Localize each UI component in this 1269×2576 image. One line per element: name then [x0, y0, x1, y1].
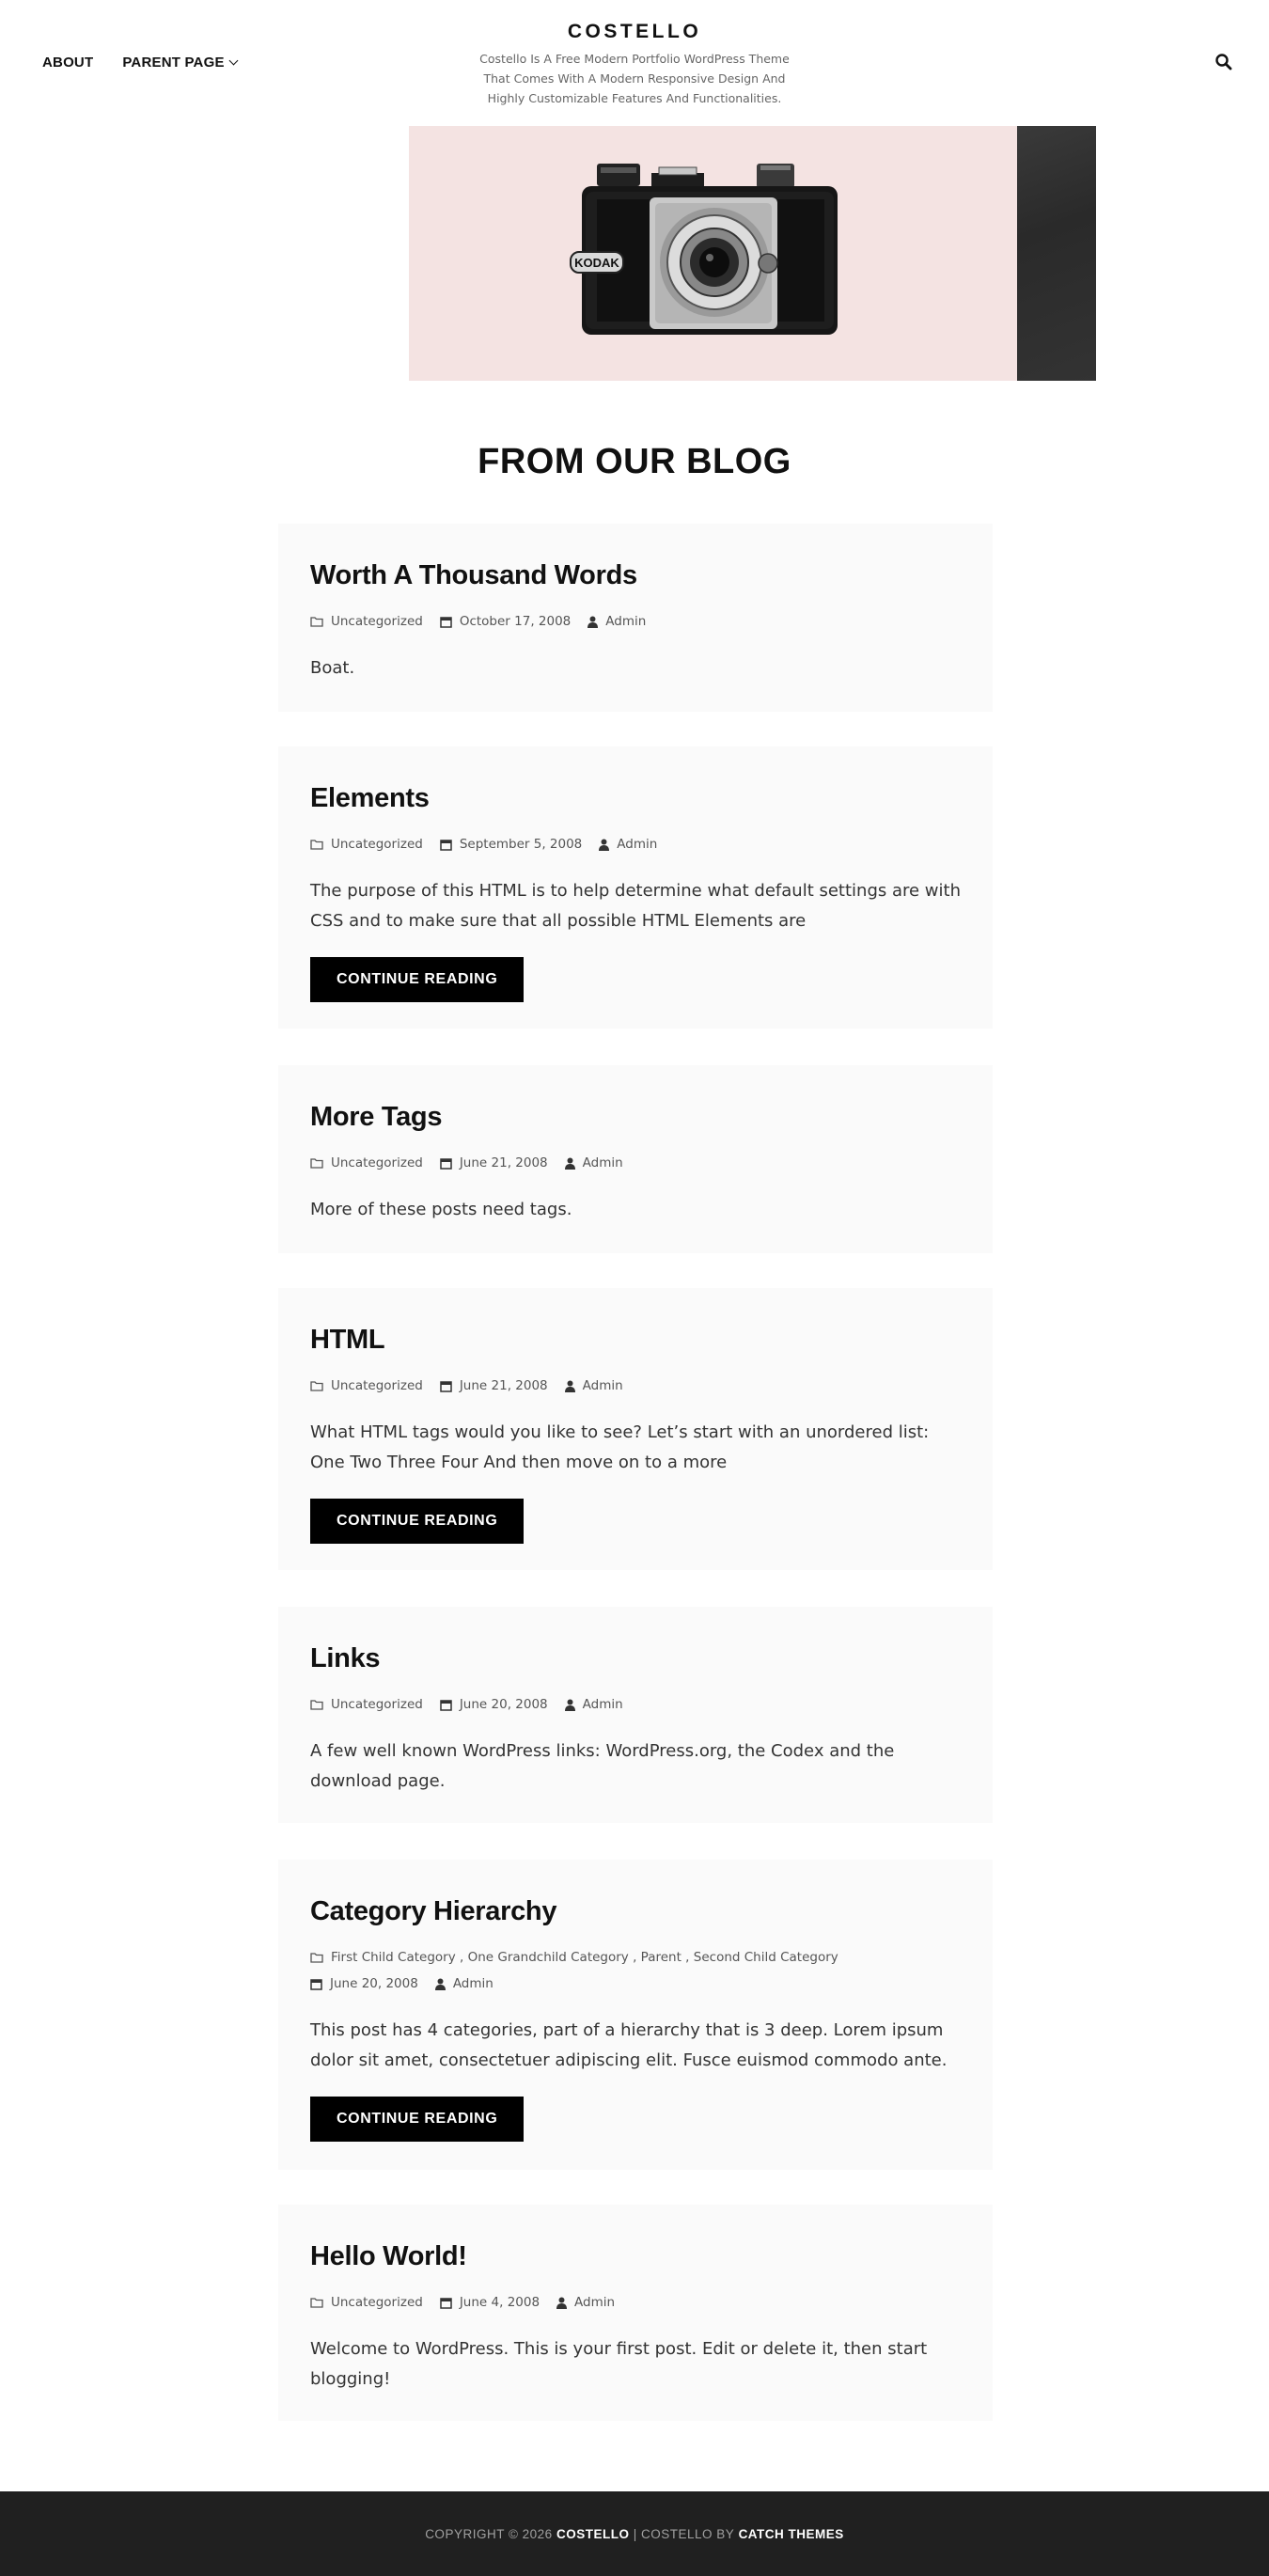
- category-link[interactable]: Uncategorized: [331, 614, 423, 629]
- hero-dark-panel: [1017, 126, 1096, 381]
- site-branding: [446, 21, 822, 108]
- category-link[interactable]: Uncategorized: [331, 1378, 423, 1393]
- post-excerpt: Welcome to WordPress. This is your first post. Edit or delete it, then start blogging!: [310, 2339, 928, 2389]
- user-icon: [435, 1978, 446, 1990]
- post-meta: [310, 2289, 961, 2316]
- post-title[interactable]: More Tags: [310, 1102, 443, 1132]
- post-categories: [310, 1373, 423, 1399]
- post-author: [565, 1691, 623, 1718]
- post-excerpt: More of these posts need tags.: [310, 1200, 572, 1219]
- post-card: [278, 1288, 993, 1570]
- chevron-down-icon: [228, 56, 238, 66]
- post-categories: [310, 1691, 423, 1718]
- post-date: [440, 2289, 540, 2316]
- post-title[interactable]: Links: [310, 1643, 381, 1673]
- calendar-icon: [440, 1380, 452, 1392]
- author-link[interactable]: Admin: [605, 614, 647, 629]
- post-date: [440, 1373, 548, 1399]
- post-meta: [310, 1691, 961, 1718]
- date-link[interactable]: June 21, 2008: [459, 1155, 548, 1170]
- user-icon: [565, 1380, 575, 1392]
- post-excerpt: This post has 4 categories, part of a hierarchy that is 3 deep. Lorem ipsum dolor sit amet, consectetuer adipiscing elit. Fusce euismod commodo ante.: [310, 2020, 948, 2070]
- category-link[interactable]: Uncategorized: [331, 1155, 423, 1170]
- post-categories: [310, 1150, 423, 1176]
- author-link[interactable]: Admin: [452, 1976, 494, 1991]
- user-icon: [599, 839, 609, 851]
- post-date: [440, 1150, 548, 1176]
- folder-icon: [310, 1699, 323, 1710]
- post-meta: [310, 608, 961, 635]
- nav-item-parent-page[interactable]: [122, 55, 236, 71]
- post-author: [565, 1150, 623, 1176]
- footer-site-link[interactable]: COSTELLO: [556, 2526, 630, 2541]
- date-link[interactable]: June 20, 2008: [459, 1697, 548, 1712]
- date-link[interactable]: June 20, 2008: [330, 1976, 418, 1991]
- author-link[interactable]: Admin: [582, 1697, 623, 1712]
- post-date: [310, 1971, 418, 1997]
- author-link[interactable]: Admin: [582, 1155, 623, 1170]
- post-excerpt: The purpose of this HTML is to help determine what default settings are with CSS and to make sure that all possible HTML Elements are: [310, 881, 961, 931]
- post-categories: [310, 831, 423, 857]
- folder-icon: [310, 1952, 323, 1963]
- post-title[interactable]: Hello World!: [310, 2241, 467, 2271]
- post-author: [588, 608, 646, 635]
- category-link[interactable]: Second Child Category: [693, 1950, 838, 1965]
- date-link[interactable]: October 17, 2008: [459, 614, 572, 629]
- post-card: [278, 1860, 993, 2170]
- post-card: [278, 524, 993, 712]
- category-link[interactable]: One Grandchild Category: [467, 1950, 629, 1965]
- nav-item-about[interactable]: [42, 55, 93, 71]
- continue-reading-button[interactable]: CONTINUE READING: [310, 2097, 524, 2142]
- author-link[interactable]: Admin: [617, 837, 658, 852]
- search-button[interactable]: [1214, 53, 1233, 71]
- footer-separator: |: [633, 2526, 637, 2541]
- search-icon: [1214, 53, 1233, 71]
- calendar-icon: [440, 1157, 452, 1170]
- category-link[interactable]: Parent: [640, 1950, 682, 1965]
- nav-label-parent-page: PARENT PAGE: [122, 55, 225, 71]
- post-meta: [310, 1373, 961, 1399]
- continue-reading-button[interactable]: CONTINUE READING: [310, 957, 524, 1002]
- site-header: [0, 0, 1269, 122]
- user-icon: [565, 1157, 575, 1170]
- post-categories: [310, 2289, 423, 2316]
- category-link[interactable]: Uncategorized: [331, 1697, 423, 1712]
- post-author: [435, 1971, 494, 1997]
- camera-illustration: [569, 154, 851, 352]
- post-date: [440, 1691, 548, 1718]
- catch-themes-link[interactable]: CATCH THEMES: [738, 2526, 844, 2541]
- post-meta: [310, 1944, 961, 1997]
- calendar-icon: [440, 616, 452, 628]
- date-link[interactable]: June 4, 2008: [459, 2295, 540, 2310]
- post-meta: [310, 1150, 961, 1176]
- folder-icon: [310, 839, 323, 850]
- folder-icon: [310, 1157, 323, 1169]
- user-icon: [556, 2297, 567, 2309]
- user-icon: [565, 1699, 575, 1711]
- site-description: Costello Is A Free Modern Portfolio WordPress Theme That Comes With A Modern Responsive Design And Highly Customizable Features And Functionalities.: [479, 52, 790, 105]
- continue-reading-button[interactable]: CONTINUE READING: [310, 1499, 524, 1544]
- post-meta: [310, 831, 961, 857]
- credit-prefix: COSTELLO BY: [641, 2526, 735, 2541]
- post-title[interactable]: Category Hierarchy: [310, 1896, 557, 1926]
- post-title[interactable]: HTML: [310, 1325, 385, 1355]
- calendar-icon: [440, 2297, 452, 2309]
- post-card: [278, 2205, 993, 2421]
- post-author: [556, 2289, 615, 2316]
- folder-icon: [310, 2297, 323, 2308]
- folder-icon: [310, 1380, 323, 1391]
- hero-image: [409, 126, 1096, 381]
- user-icon: [588, 616, 598, 628]
- nav-label-about: ABOUT: [42, 55, 94, 71]
- post-date: [440, 608, 571, 635]
- post-card: [278, 1065, 993, 1253]
- post-title[interactable]: Worth A Thousand Words: [310, 560, 637, 590]
- post-author: [565, 1373, 623, 1399]
- post-categories: [310, 608, 423, 635]
- category-link[interactable]: First Child Category: [331, 1950, 456, 1965]
- post-excerpt: Boat.: [310, 658, 355, 678]
- post-date: [440, 831, 582, 857]
- calendar-icon: [310, 1978, 322, 1990]
- post-card: [278, 1607, 993, 1823]
- post-author: [599, 831, 657, 857]
- date-link[interactable]: June 21, 2008: [459, 1378, 548, 1393]
- post-categories: First Child Category , One Grandchild Category , Parent , Second Child Category: [310, 1944, 838, 1971]
- post-excerpt: What HTML tags would you like to see? Let’s start with an unordered list: One Two Three Four And then move on to a more: [310, 1422, 930, 1472]
- post-excerpt: A few well known WordPress links: WordPress.org, the Codex and the download page.: [310, 1741, 895, 1791]
- section-title: FROM OUR BLOG: [478, 442, 791, 481]
- author-link[interactable]: Admin: [582, 1378, 623, 1393]
- post-card: [278, 746, 993, 1029]
- camera-brand-label: KODAK: [574, 256, 619, 270]
- main-navigation: [42, 55, 237, 71]
- category-link[interactable]: Uncategorized: [331, 837, 423, 852]
- category-link[interactable]: Uncategorized: [331, 2295, 423, 2310]
- folder-icon: [310, 616, 323, 627]
- copyright-text: COPYRIGHT © 2026: [425, 2526, 553, 2541]
- date-link[interactable]: September 5, 2008: [459, 837, 583, 852]
- calendar-icon: [440, 839, 452, 851]
- calendar-icon: [440, 1699, 452, 1711]
- site-footer: [0, 2491, 1269, 2576]
- author-link[interactable]: Admin: [574, 2295, 616, 2310]
- post-title[interactable]: Elements: [310, 783, 430, 813]
- site-title[interactable]: COSTELLO: [567, 21, 702, 42]
